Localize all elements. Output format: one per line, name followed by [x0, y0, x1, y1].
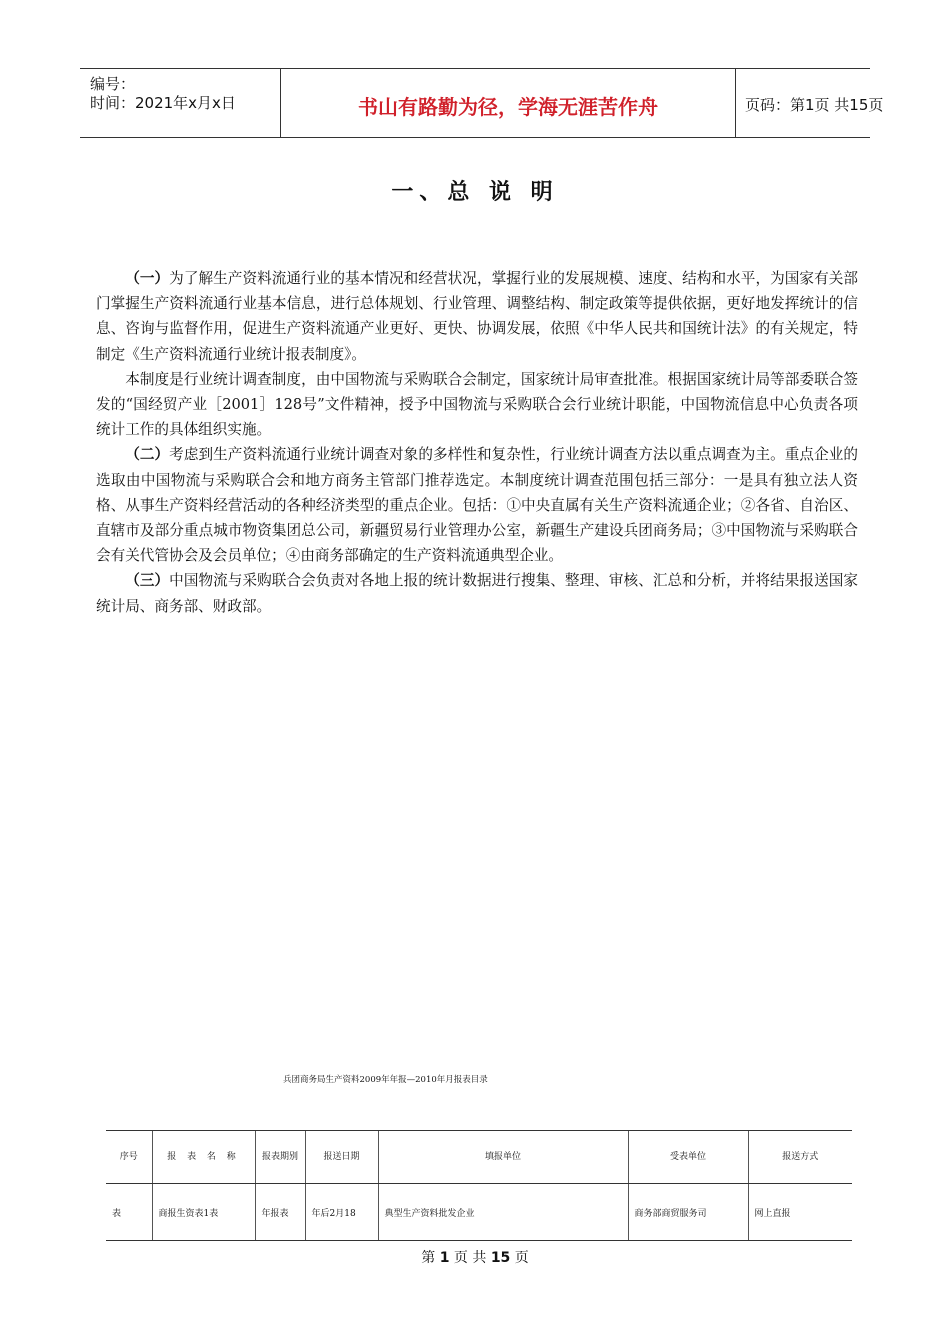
- page-title: 一、总 说 明: [391, 180, 559, 205]
- paragraph-4: [96, 568, 858, 618]
- header-reporting-unit: 填报单位: [378, 1131, 628, 1184]
- paragraph-lead: （三）: [125, 572, 170, 590]
- document-body: [96, 266, 858, 619]
- serial-number-label: 编号：: [90, 75, 136, 93]
- header-report-name: 报 表 名 称: [152, 1131, 255, 1184]
- table-header-row: [106, 1131, 852, 1184]
- header-motto-cell: [280, 69, 736, 137]
- paragraph-text: 中国物流与采购联合会负责对各地上报的统计数据进行搜集、整理、审核、汇总和分析，并将结果报送国家统计局、商务部、财政部。: [96, 572, 858, 615]
- document-header: [80, 68, 884, 138]
- date-label: 时间：2021年x月x日: [90, 94, 236, 112]
- motto-text: 书山有路勤为径，学海无涯苦作舟: [358, 95, 658, 119]
- header-meta-cell: [80, 69, 280, 137]
- page-info: 页码：第1页 共15页: [745, 96, 884, 114]
- footer-page-number: 1: [439, 1250, 450, 1266]
- paragraph-lead: （一）: [125, 270, 170, 287]
- paragraph-lead: （二）: [125, 446, 170, 464]
- header-page-cell: [735, 69, 884, 137]
- table-cell: 年报表: [255, 1184, 305, 1241]
- table-cell: 年后2月18: [305, 1184, 378, 1241]
- report-catalog-table: [106, 1130, 852, 1241]
- header-submit-method: 报送方式: [748, 1131, 852, 1184]
- table-caption: 兵团商务局生产资料2009年年报—2010年月报表目录: [283, 1075, 488, 1085]
- header-index: 序号: [106, 1131, 152, 1184]
- footer-prefix: 第: [421, 1250, 440, 1266]
- table-cell: 网上直报: [748, 1184, 852, 1241]
- paragraph-text: 本制度是行业统计调查制度，由中国物流与采购联合会制定，国家统计局审查批准。根据国家统计局等部委联合签发的“国经贸产业［2001］128号”文件精神，授予中国物流与采购联合会行业统计职能，中国物流信息中心负责各项统计工作的具体组织实施。: [96, 370, 858, 439]
- table-row: [106, 1184, 852, 1241]
- paragraph-3: [96, 442, 858, 568]
- header-period: 报表期别: [255, 1131, 305, 1184]
- footer-suffix: 页: [510, 1250, 529, 1266]
- footer-total-pages: 15: [490, 1250, 511, 1266]
- paragraph-text: 考虑到生产资料流通行业统计调查对象的多样性和复杂性，行业统计调查方法以重点调查为主。重点企业的选取由中国物流与采购联合会和地方商务主管部门推荐选定。本制度统计调查范围包括三部分：一是具有独立法人资格、从事生产资料经营活动的各种经济类型的重点企业。包括：①中央直属有关生产资料流通企业；②各省、自治区、直辖市及部分重点城市物资集团总公司，新疆贸易行业管理办公室，新疆生产建设兵团商务局；③中国物流与采购联合会有关代管协会及会员单位；④由商务部确定的生产资料流通典型企业。: [96, 446, 858, 565]
- paragraph-2: [96, 367, 858, 443]
- page-footer: [0, 1247, 950, 1267]
- table-cell: 典型生产资料批发企业: [378, 1184, 628, 1241]
- paragraph-1: [96, 266, 858, 367]
- footer-middle: 页 共: [449, 1250, 491, 1266]
- table-cell: 商务部商贸服务司: [628, 1184, 748, 1241]
- header-receiving-unit: 受表单位: [628, 1131, 748, 1184]
- table-cell: 表: [106, 1184, 152, 1241]
- paragraph-text: 为了解生产资料流通行业的基本情况和经营状况，掌握行业的发展规模、速度、结构和水平，为国家有关部门掌握生产资料流通行业基本信息，进行总体规划、行业管理、调整结构、制定政策等提供依据，更好地发挥统计的信息、咨询与监督作用，促进生产资料流通产业更好、更快、协调发展，依照《中华人民共和国统计法》的有关规定，特制定《生产资料流通行业统计报表制度》。: [96, 270, 858, 363]
- table-cell: 商报生资表1表: [152, 1184, 255, 1241]
- header-submit-date: 报送日期: [305, 1131, 378, 1184]
